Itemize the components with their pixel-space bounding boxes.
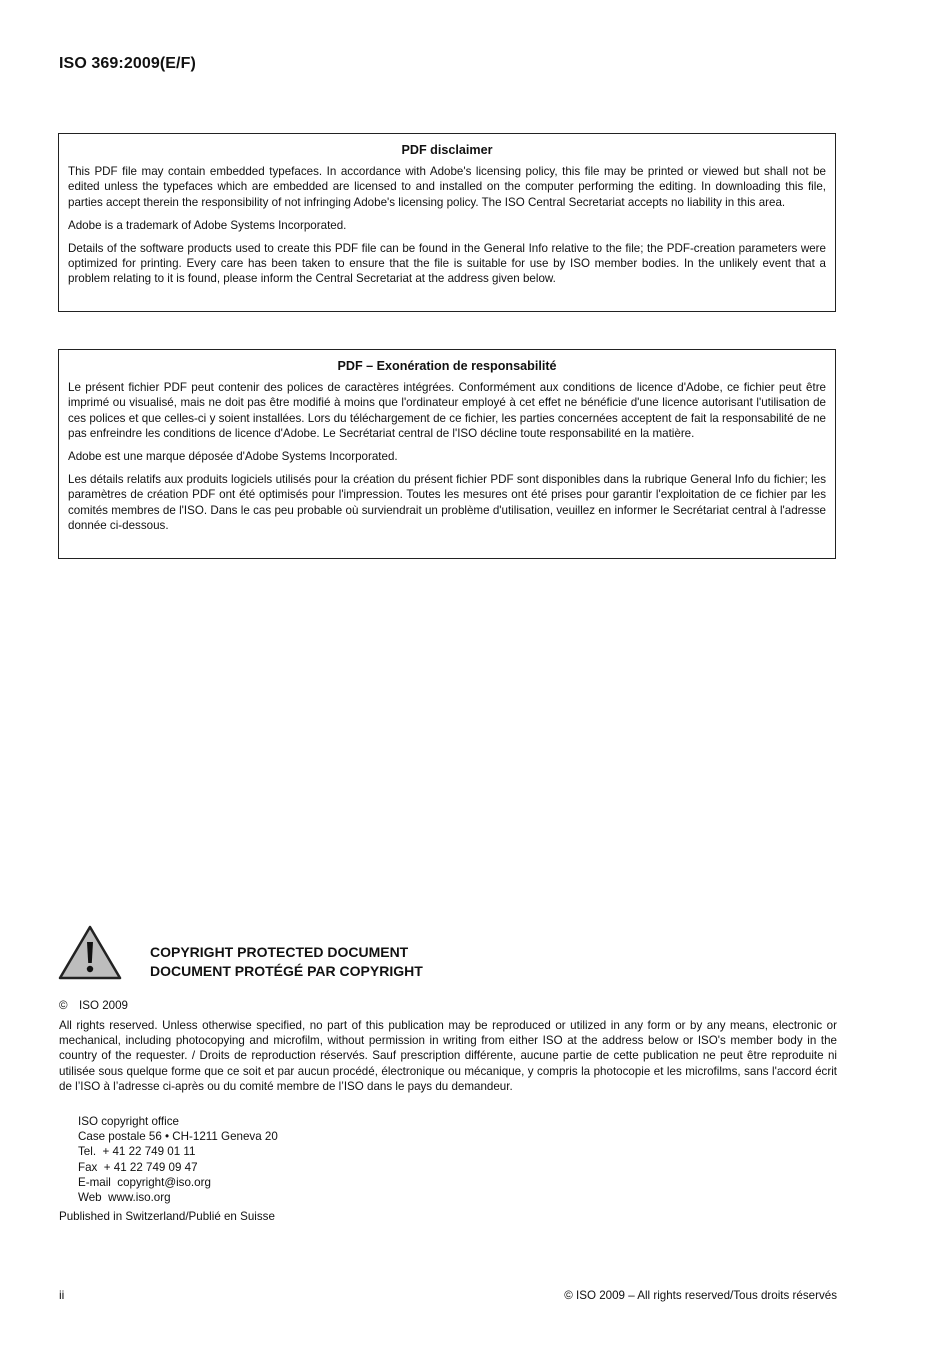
published-in: Published in Switzerland/Publié en Suisse — [59, 1210, 275, 1223]
copyright-title — [150, 943, 423, 981]
pdf-disclaimer-box — [58, 133, 836, 312]
address-line: E-mail copyright@iso.org — [78, 1175, 211, 1189]
copyright-year-line — [59, 999, 128, 1012]
iso-address-block — [78, 1114, 278, 1205]
copyright-title-fr: DOCUMENT PROTÉGÉ PAR COPYRIGHT — [150, 963, 423, 979]
address-line: ISO copyright office — [78, 1115, 179, 1128]
address-line: Tel. + 41 22 749 01 11 — [78, 1145, 196, 1159]
address-line: Web www.iso.org — [78, 1191, 171, 1205]
copyright-title-en: COPYRIGHT PROTECTED DOCUMENT — [150, 944, 409, 960]
copyright-symbol: © — [59, 999, 68, 1012]
exoneration-paragraph: Adobe est une marque déposée d'Adobe Systems Incorporated. — [68, 450, 398, 464]
page-number: ii — [59, 1288, 65, 1302]
copyright-year: ISO 2009 — [79, 999, 128, 1012]
warning-icon — [58, 925, 122, 981]
disclaimer-paragraph: Details of the software products used to create this PDF file can be found in the General Info relative to the file; the PDF-creation parameters were optimized for printing. Every care has been taken to ensure that the file is suitable for use by ISO member bodies. In the unlikely event that a problem relating to it is found, please inform the Central Secretariat at the address given below. — [68, 242, 826, 286]
document-header-title: ISO 369:2009(E/F) — [59, 55, 196, 72]
footer-copyright: © ISO 2009 – All rights reserved/Tous droits réservés — [564, 1289, 837, 1302]
address-line: Fax + 41 22 749 09 47 — [78, 1160, 198, 1174]
pdf-exoneration-box — [58, 349, 836, 559]
pdf-exoneration-title: PDF – Exonération de responsabilité — [337, 359, 557, 373]
pdf-disclaimer-title: PDF disclaimer — [401, 143, 493, 157]
disclaimer-paragraph: This PDF file may contain embedded typefaces. In accordance with Adobe's licensing policy, this file may be printed or viewed but shall not be edited unless the typefaces which are embedded are licensed to and installed on the computer performing the editing. In downloading this file, parties accept therein the responsibility of not infringing Adobe's licensing policy. The ISO Central Secretariat accepts no liability in this area. — [68, 165, 826, 209]
address-line: Case postale 56 • CH-1211 Geneva 20 — [78, 1130, 278, 1144]
rights-text: All rights reserved. Unless otherwise specified, no part of this publication may be reproduced or utilized in any form or by any means, electronic or mechanical, including photocopying and microfilm, without permission in writing from either ISO at the address below or ISO's member body in the country of the requester. / Droits de reproduction réservés. Sauf prescription différente, aucune partie de cette publication ne peut être reproduite ni utilisée sous quelque forme que ce soit et par aucun procédé, électronique ou mécanique, y compris la photocopie et les microfilms, sans l'accord écrit de l’ISO à l’adresse ci-après ou du comité membre de l’ISO dans le pays du demandeur. — [59, 1019, 837, 1093]
exoneration-paragraph: Le présent fichier PDF peut contenir des polices de caractères intégrées. Conformément aux conditions de licence d'Adobe, ce fichier peut être imprimé ou visualisé, mais ne doit pas être modifié à moins que l'ordinateur employé à cet effet ne bénéficie d'une licence autorisant l'utilisation de ces polices et que celles-ci y soient installées. Lors du téléchargement de ce fichier, les parties concernées acceptent de fait la responsabilité de ne pas enfreindre les conditions de licence d'Adobe. Le Secrétariat central de l'ISO décline toute responsabilité en la matière. — [68, 381, 826, 440]
disclaimer-paragraph: Adobe is a trademark of Adobe Systems Incorporated. — [68, 218, 347, 232]
exoneration-paragraph: Les détails relatifs aux produits logiciels utilisés pour la création du présent fichier PDF sont disponibles dans la rubrique General Info du fichier; les paramètres de création PDF ont été optimisés pour l'impression. Toutes les mesures ont été prises pour garantir l'exploitation de ce fichier par les comités membres de l'ISO. Dans le cas peu probable où surviendrait un problème d'utilisation, veuillez en informer le Secrétariat central à l'adresse donnée ci-dessous. — [68, 473, 826, 532]
